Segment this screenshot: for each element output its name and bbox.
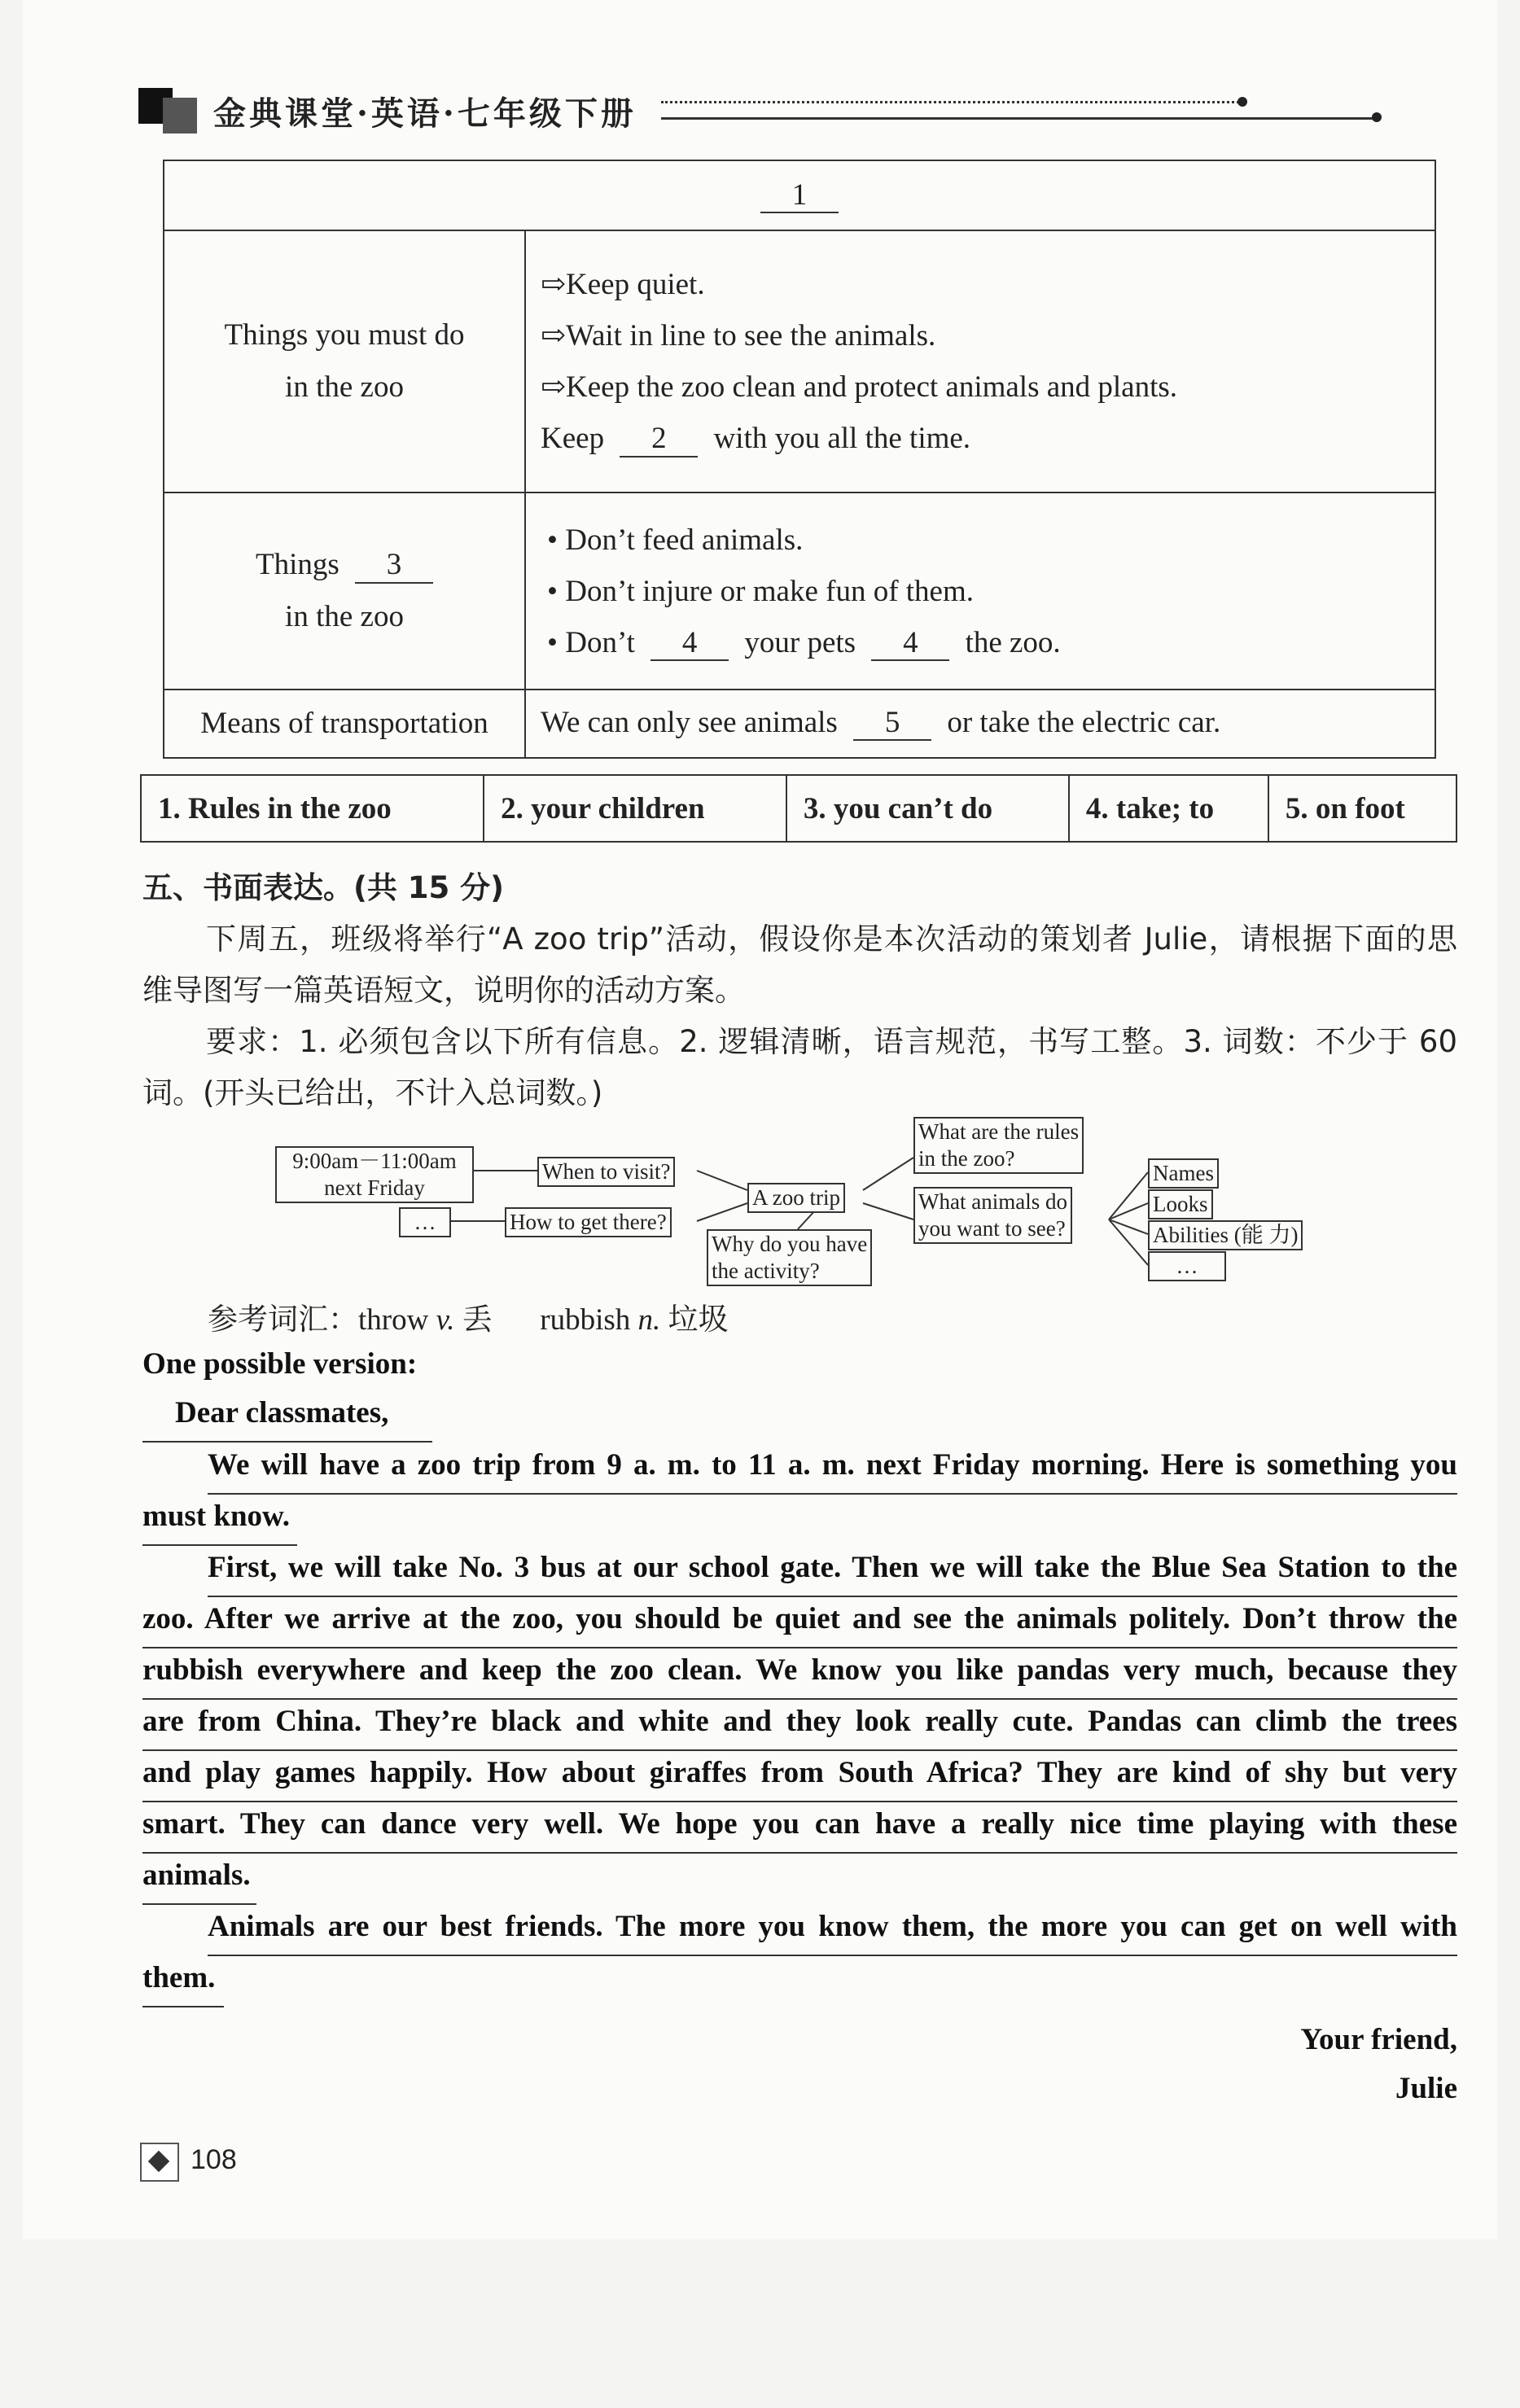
essay-greeting: Dear classmates, [142, 1390, 432, 1443]
row-label-line [165, 539, 523, 591]
blank-4a: 4 [650, 627, 729, 662]
box-line: the activity? [712, 1259, 820, 1283]
vocab-word: rubbish [540, 1303, 631, 1337]
arrow-icon: ⇨ [541, 319, 567, 352]
rule-item [541, 259, 1434, 310]
table-title-cell [164, 160, 1435, 230]
answer-key-table [140, 774, 1457, 843]
rule-text: Keep quiet. [566, 268, 705, 301]
row-label-line: Things you must do [224, 318, 465, 352]
center-box: A zoo trip [747, 1183, 845, 1213]
requirement-line: 词。(开头已给出，不计入总词数。) [142, 1075, 603, 1110]
blank-1: 1 [760, 179, 839, 214]
zoo-rules-table [163, 160, 1436, 759]
rule-item [541, 361, 1434, 413]
abilities-box: Abilities (能 力) [1148, 1220, 1303, 1250]
row-label-line: in the zoo [285, 600, 404, 633]
header-title: 金典课堂·英语·七年级下册 [213, 94, 637, 133]
time-box [275, 1146, 474, 1203]
essay-line: We will have a zoo trip from 9 a. m. to 11 a. m. next Friday morning. Here is something you [208, 1443, 1457, 1495]
rule-item [541, 566, 1434, 617]
bullet-icon: • [547, 574, 558, 608]
answer-cell: 4. take; to [1069, 775, 1268, 842]
intro-line: 下周五，班级将举行“A zoo trip”活动，假设你是本次活动的策划者 Julie，请根据下面的思 [206, 922, 1457, 957]
blank-4b: 4 [871, 627, 949, 662]
section-title: 五、书面表达。(共 15 分) [142, 870, 505, 905]
answer-cell: 1. Rules in the zoo [141, 775, 484, 842]
essay-line: Animals are our best friends. The more you know them, the more you can get on well with [208, 1904, 1457, 1956]
rule-text: Keep the zoo clean and protect animals and plants. [566, 370, 1178, 404]
box-line: in the zoo? [918, 1146, 1015, 1171]
bullet-icon: • [547, 625, 558, 659]
why-box [707, 1229, 872, 1286]
intro-paragraph [142, 913, 1457, 1016]
signature: Julie [1395, 2072, 1457, 2105]
header-dotted-rule [661, 101, 1239, 103]
essay-line: First, we will take No. 3 bus at our school gate. Then we will take the Blue Sea Station to the [208, 1545, 1457, 1597]
box-line: What are the rules [918, 1119, 1080, 1144]
header-dot [1372, 112, 1382, 122]
header-rule [661, 117, 1376, 120]
essay-line: smart. They can dance very well. We hope you can have a really nice time playing with these [142, 1802, 1457, 1854]
box-line: Why do you have [712, 1232, 868, 1256]
how-box: How to get there? [505, 1207, 672, 1237]
rule-item [541, 617, 1434, 668]
rule-text: or take the electric car. [947, 705, 1221, 739]
essay-line: zoo. After we arrive at the zoo, you should be quiet and see the animals politely. Don’t throw the [142, 1596, 1457, 1648]
vocab-pos: v. [436, 1303, 455, 1337]
rule-text: Don’t [565, 625, 635, 659]
rule-text: the zoo. [965, 625, 1061, 659]
animals-box [913, 1187, 1072, 1244]
rule-text: Keep [541, 422, 605, 455]
row-label-text: Things [255, 548, 339, 581]
vocab-label: 参考词汇： [208, 1302, 358, 1337]
vocab-meaning: 丢 [462, 1302, 493, 1337]
essay-line: must know. [142, 1494, 297, 1546]
mind-map [269, 1115, 1327, 1290]
ellipsis-box: … [399, 1207, 451, 1237]
arrow-icon: ⇨ [541, 370, 567, 404]
rules-box [913, 1117, 1084, 1174]
essay-line: them. [142, 1955, 224, 2007]
requirement-line: 要求：1. 必须包含以下所有信息。2. 逻辑清晰，语言规范，书写工整。3. 词数：不少于 60 [206, 1024, 1457, 1059]
essay-line: animals. [142, 1853, 256, 1905]
row-label-must-do [164, 230, 525, 493]
box-line: What animals do [918, 1189, 1067, 1214]
row-label-line: in the zoo [285, 370, 404, 404]
essay-line: and play games happily. How about giraffes from South Africa? They are kind of shy but very [142, 1750, 1457, 1802]
rule-item [541, 514, 1434, 566]
blank-5: 5 [853, 707, 931, 742]
diamond-icon [140, 2143, 179, 2182]
rule-text: We can only see animals [541, 705, 838, 739]
vocab-pos: n. [637, 1303, 661, 1337]
names-box: Names [1148, 1158, 1219, 1189]
intro-line: 维导图写一篇英语短文，说明你的活动方案。 [142, 973, 745, 1008]
box-line: next Friday [324, 1176, 425, 1200]
answer-cell: 3. you can’t do [786, 775, 1069, 842]
page-number: 108 [191, 2144, 237, 2175]
blank-2: 2 [620, 422, 698, 458]
row-label-cant-do [164, 493, 525, 690]
rule-text: Don’t feed animals. [565, 523, 804, 557]
header-logo-shadow [163, 98, 197, 134]
vocab-meaning: 垃圾 [668, 1302, 729, 1337]
more-box: … [1148, 1251, 1226, 1281]
version-label: One possible version: [142, 1347, 418, 1381]
rule-item [541, 413, 1434, 464]
requirements-paragraph [142, 1016, 1457, 1119]
row-content-cant-do [525, 493, 1435, 690]
row-content-transport [525, 690, 1435, 758]
row-label-transport: Means of transportation [164, 690, 525, 758]
answer-cell: 2. your children [484, 775, 786, 842]
model-essay [142, 1390, 1457, 2408]
closing: Your friend, [1300, 2023, 1457, 2056]
when-box: When to visit? [537, 1157, 675, 1187]
rule-item [541, 310, 1434, 361]
answer-cell: 5. on foot [1268, 775, 1456, 842]
blank-3: 3 [355, 549, 433, 584]
box-line: you want to see? [918, 1216, 1066, 1241]
header-dot [1237, 97, 1247, 107]
arrow-icon: ⇨ [541, 268, 567, 301]
bullet-icon: • [547, 523, 558, 557]
row-content-must-do [525, 230, 1435, 493]
box-line: 9:00am－11:00am [292, 1149, 457, 1173]
essay-line: are from China. They’re black and white and they look really cute. Pandas can climb the trees [142, 1699, 1457, 1751]
vocab-word: throw [358, 1303, 429, 1337]
rule-text: Wait in line to see the animals. [566, 319, 936, 352]
looks-box: Looks [1148, 1189, 1213, 1219]
reference-vocab [208, 1294, 729, 1338]
rule-text: Don’t injure or make fun of them. [565, 574, 974, 608]
essay-line: rubbish everywhere and keep the zoo clean. We know you like pandas very much, because they [142, 1648, 1457, 1700]
rule-text: with you all the time. [713, 422, 971, 455]
rule-text: your pets [744, 625, 856, 659]
